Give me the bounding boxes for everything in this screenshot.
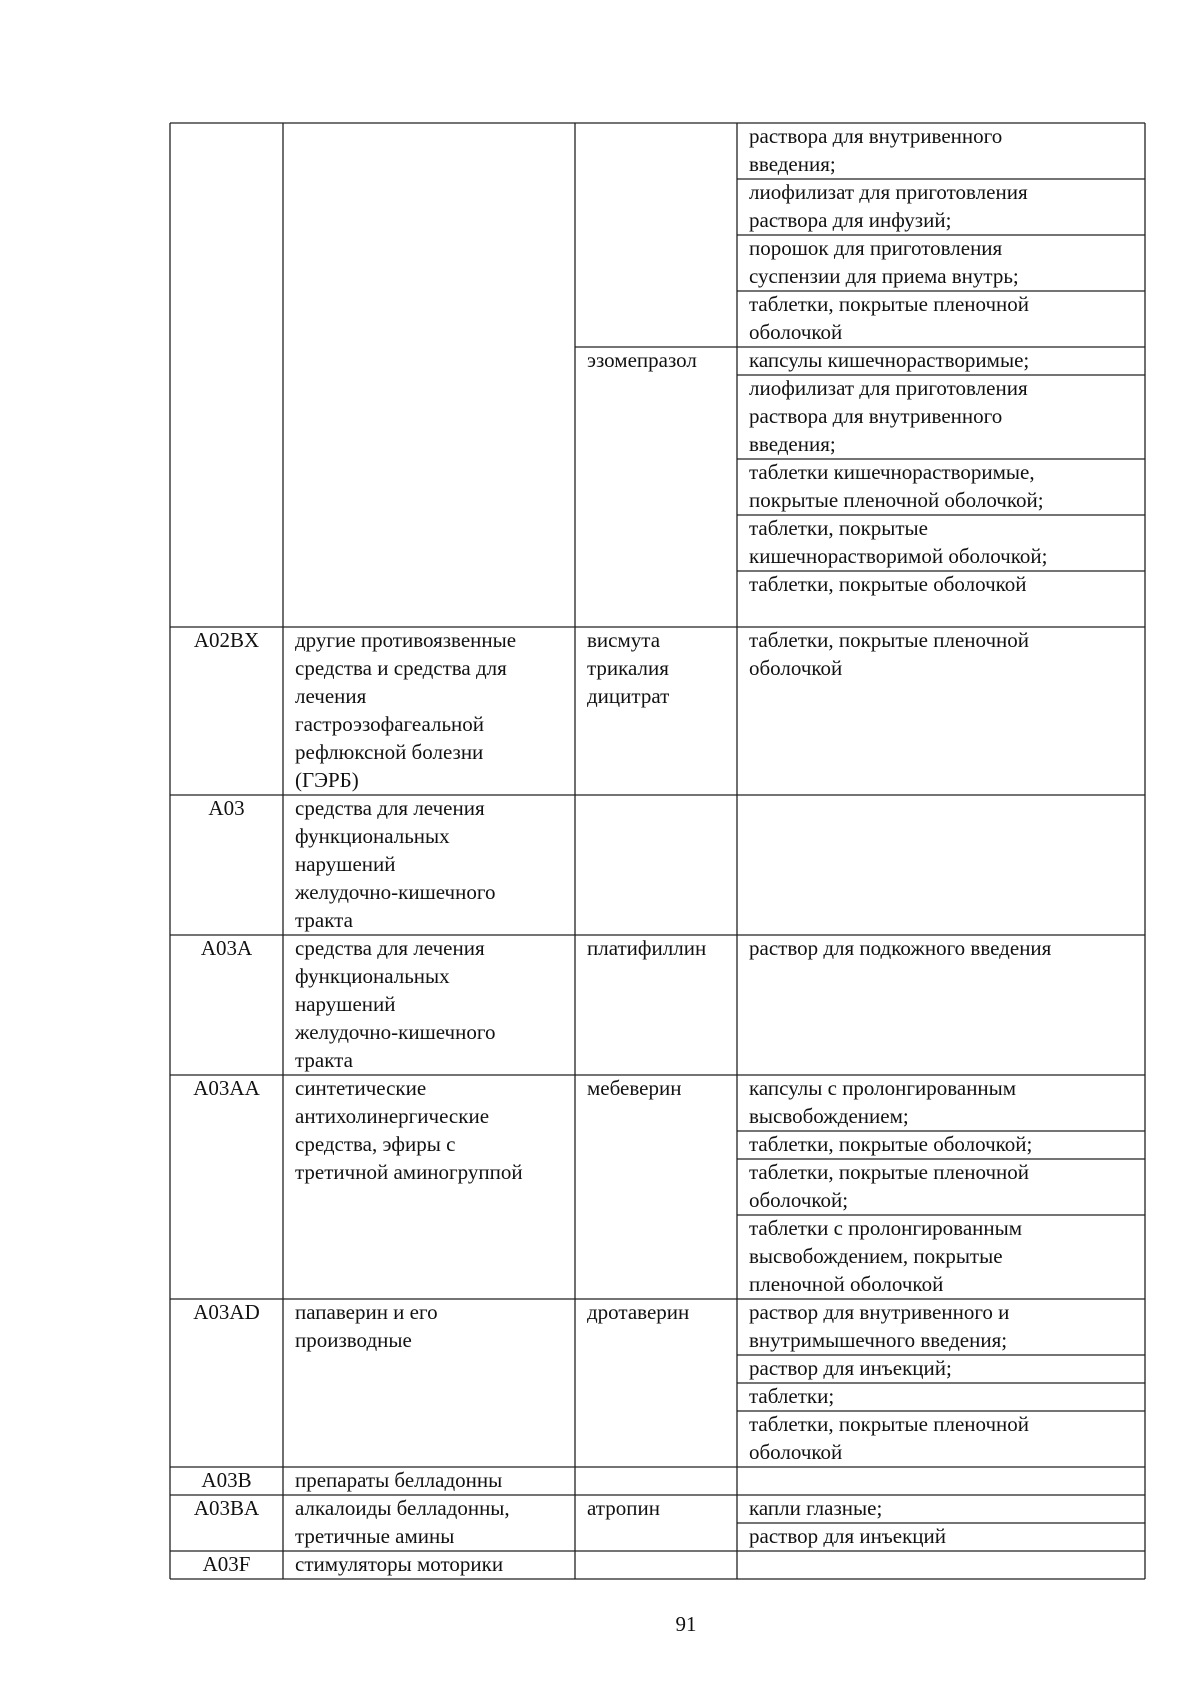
dosage-form: оболочкой	[749, 656, 843, 680]
group-name: антихолинергические	[295, 1104, 490, 1128]
dosage-form: таблетки с пролонгированным	[749, 1216, 1023, 1240]
atc-code: A02BX	[193, 628, 260, 652]
group-name: третичной аминогруппой	[295, 1160, 523, 1184]
drug-name: мебеверин	[587, 1076, 682, 1100]
dosage-form: раствор для инъекций	[749, 1524, 946, 1548]
dosage-form: порошок для приготовления	[749, 236, 1003, 260]
drug-name: висмута	[587, 628, 661, 652]
dosage-form: таблетки, покрытые	[749, 516, 928, 540]
dosage-form: капсулы кишечнорастворимые;	[749, 348, 1030, 372]
group-name: средства для лечения	[295, 936, 485, 960]
dosage-form: таблетки;	[749, 1384, 835, 1408]
group-name: тракта	[295, 1048, 353, 1072]
group-name: желудочно-кишечного	[295, 1020, 496, 1044]
dosage-form: таблетки кишечнорастворимые,	[749, 460, 1035, 484]
dosage-form: раствор для инъекций;	[749, 1356, 952, 1380]
dosage-form: лиофилизат для приготовления	[749, 180, 1028, 204]
dosage-form: введения;	[749, 432, 836, 456]
drug-name: дицитрат	[587, 684, 670, 708]
dosage-form: раствор для подкожного введения	[749, 936, 1052, 960]
drug-name: платифиллин	[587, 936, 707, 960]
dosage-form: оболочкой;	[749, 1188, 849, 1212]
group-name: третичные амины	[295, 1524, 455, 1548]
atc-code: A03AD	[193, 1300, 260, 1324]
dosage-form: внутримышечного введения;	[749, 1328, 1008, 1352]
drug-name: дротаверин	[587, 1300, 690, 1324]
dosage-form: высвобождением;	[749, 1104, 909, 1128]
atc-code: A03F	[202, 1552, 251, 1576]
drug-name: трикалия	[587, 656, 669, 680]
drug-name: эзомепразол	[587, 348, 697, 372]
dosage-form: высвобождением, покрытые	[749, 1244, 1003, 1268]
group-name: производные	[295, 1328, 412, 1352]
group-name: средства и средства для	[295, 656, 507, 680]
dosage-form: введения;	[749, 152, 836, 176]
group-name: алкалоиды белладонны,	[295, 1496, 510, 1520]
group-name: средства, эфиры с	[295, 1132, 456, 1156]
group-name: средства для лечения	[295, 796, 485, 820]
group-name: функциональных	[295, 824, 450, 848]
dosage-form: таблетки, покрытые оболочкой;	[749, 1132, 1033, 1156]
atc-code: A03	[208, 796, 245, 820]
dosage-form: таблетки, покрытые пленочной	[749, 292, 1030, 316]
dosage-form: лиофилизат для приготовления	[749, 376, 1028, 400]
dosage-form: покрытые пленочной оболочкой;	[749, 488, 1044, 512]
dosage-form: таблетки, покрытые оболочкой	[749, 572, 1027, 596]
dosage-form: таблетки, покрытые пленочной	[749, 1412, 1030, 1436]
page-number: 91	[675, 1612, 697, 1636]
dosage-form: раствора для инфузий;	[749, 208, 952, 232]
table-text	[193, 124, 1051, 1576]
group-name: рефлюксной болезни	[295, 740, 484, 764]
group-name: синтетические	[295, 1076, 427, 1100]
dosage-form: капсулы с пролонгированным	[749, 1076, 1017, 1100]
group-name: гастроэзофагеальной	[295, 712, 485, 736]
dosage-form: оболочкой	[749, 320, 843, 344]
dosage-form: таблетки, покрытые пленочной	[749, 1160, 1030, 1184]
group-name: тракта	[295, 908, 353, 932]
group-name: другие противоязвенные	[295, 628, 517, 652]
group-name: папаверин и его	[295, 1300, 438, 1324]
dosage-form: раствора для внутривенного	[749, 404, 1003, 428]
table-grid	[170, 123, 1145, 1579]
group-name: нарушений	[295, 992, 396, 1016]
dosage-form: таблетки, покрытые пленочной	[749, 628, 1030, 652]
group-name: препараты белладонны	[295, 1468, 503, 1492]
dosage-form: оболочкой	[749, 1440, 843, 1464]
dosage-form: суспензии для приема внутрь;	[749, 264, 1019, 288]
group-name: желудочно-кишечного	[295, 880, 496, 904]
group-name: нарушений	[295, 852, 396, 876]
dosage-form: капли глазные;	[749, 1496, 883, 1520]
dosage-form: раствор для внутривенного и	[749, 1300, 1010, 1324]
atc-code: A03B	[201, 1468, 252, 1492]
group-name: функциональных	[295, 964, 450, 988]
group-name: стимуляторы моторики	[295, 1552, 504, 1576]
atc-code: A03BA	[193, 1496, 260, 1520]
group-name: лечения	[295, 684, 367, 708]
drug-name: атропин	[587, 1496, 660, 1520]
dosage-form: пленочной оболочкой	[749, 1272, 944, 1296]
atc-code: A03AA	[193, 1076, 260, 1100]
dosage-form: кишечнорастворимой оболочкой;	[749, 544, 1048, 568]
dosage-form: раствора для внутривенного	[749, 124, 1003, 148]
atc-code: A03A	[200, 936, 253, 960]
group-name: (ГЭРБ)	[295, 768, 359, 792]
